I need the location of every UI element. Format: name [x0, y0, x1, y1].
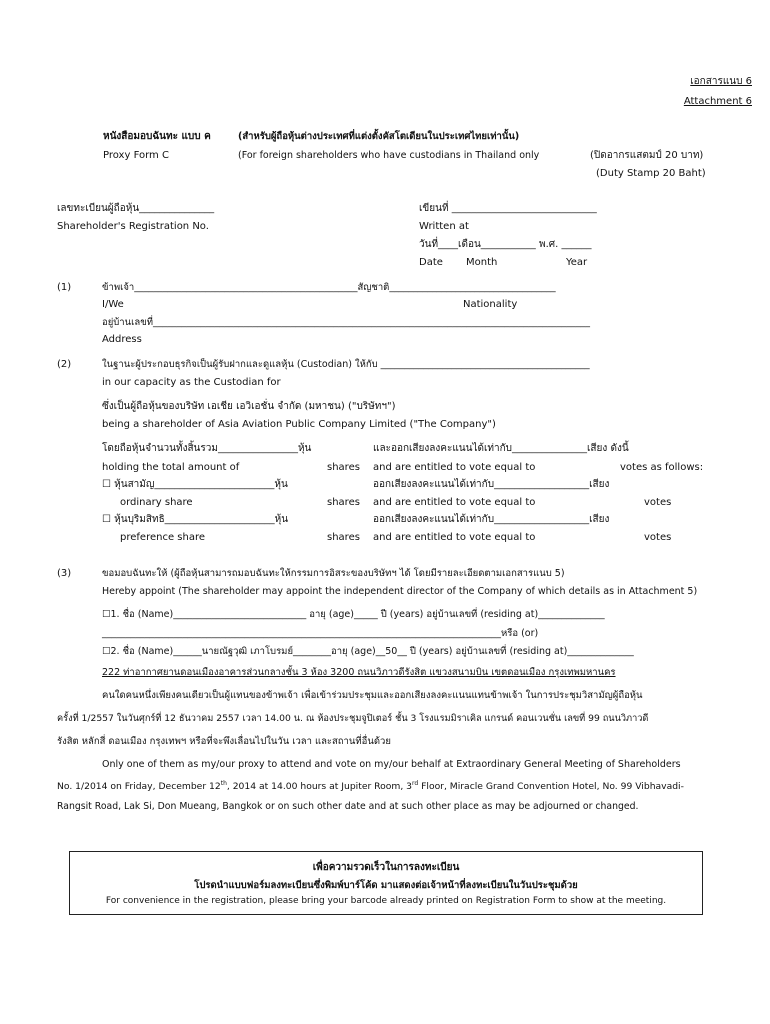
proxy-2-address: 222 ท่าอากาศยานดอนเมืองอาคารส่วนกลางชั้น 3 ห้อง 3200 ถนนวิภาวดีรังสิต แขวงสนามบิน เขตดอนเมือง กรุงเทพมหานคร	[102, 667, 616, 678]
ordinary-vote-equal-label: and are entitled to vote equal to	[373, 497, 536, 508]
form-title-th: หนังสือมอบฉันทะ แบบ ค	[103, 131, 211, 142]
total-shares-field[interactable]: โดยถือหุ้นจำนวนทั้งสิ้นรวม________________หุ้น	[102, 443, 312, 454]
meeting-en-line-1: Only one of them as my/our proxy to attend and vote on my/our behalf at Extraordinary General Meeting of Shareholders	[102, 759, 681, 770]
duty-stamp-th: (ปิดอากรแสตมป์ 20 บาท)	[590, 150, 704, 161]
proxy-1-field[interactable]: ☐1. ชื่อ (Name)____________________________ อายุ (age)_____ ปี (years) อยู่บ้านเลขที่ (residing at)______________	[102, 609, 605, 620]
preference-vote-equal-label: and are entitled to vote equal to	[373, 532, 536, 543]
nationality-label: Nationality	[463, 299, 518, 310]
proxy-2-field[interactable]: ☐2. ชื่อ (Name)______นายณัฐวุฒิ เภาโบรมย์________อายุ (age)__50__ ปี (years) อยู่บ้านเลขที่ (residing at)______________	[102, 646, 634, 657]
meeting-en-line-2	[57, 780, 684, 792]
attachment-label-en: Attachment 6	[683, 96, 752, 107]
form-desc-th: (สำหรับผู้ถือหุ้นต่างประเทศที่แต่งตั้งคัสโตเดียนในประเทศไทยเท่านั้น)	[238, 131, 520, 142]
appoint-en: Hereby appoint (The shareholder may appoint the independent director of the Company of which details as in Attachment 5)	[102, 586, 698, 597]
appoint-th: ขอมอบฉันทะให้ (ผู้ถือหุ้นสามารถมอบฉันทะให้กรรมการอิสระของบริษัทฯ ได้ โดยมีรายละเอียดตามเอกสารแนบ 5)	[102, 568, 565, 579]
preference-shares-unit: shares	[327, 532, 360, 543]
attachment-label-th: เอกสารแนบ 6	[690, 76, 752, 87]
custodian-field[interactable]: ในฐานะผู้ประกอบธุรกิจเป็นผู้รับฝากและดูแลหุ้น (Custodian) ให้กับ ____________________________________________	[102, 359, 590, 370]
total-votes-field[interactable]: และออกเสียงลงคะแนนได้เท่ากับ_______________เสียง ดังนี้	[373, 443, 629, 454]
meeting-th-line-2: ครั้งที่ 1/2557 ในวันศุกร์ที่ 12 ธันวาคม 2557 เวลา 14.00 น. ณ ห้องประชุมจูปิเตอร์ ชั้น 3 โรงแรมมิราเคิล แกรนด์ คอนเวนชั่น เลขที่ 99 ถนนวิภาวดี	[57, 713, 649, 724]
proxy-1-address-field[interactable]: ____________________________________________________________________________________หรือ (or)	[102, 628, 539, 639]
meeting-en-line-3: Rangsit Road, Lak Si, Don Mueang, Bangkok or on such other date and at such other place as may be adjourned or changed.	[57, 801, 639, 812]
ordinary-votes-unit: votes	[644, 497, 672, 508]
registration-notice-box	[69, 851, 703, 915]
total-amount-label: holding the total amount of	[102, 462, 240, 473]
meeting-en-2c: Floor, Miracle Grand Convention Hotel, No. 99 Vibhavadi-	[418, 781, 684, 793]
registration-no-field[interactable]: เลขทะเบียนผู้ถือหุ้น_______________	[57, 203, 215, 214]
year-label: Year	[566, 257, 588, 268]
written-at-label: Written at	[419, 221, 469, 232]
preference-share-label: preference share	[120, 532, 205, 543]
preference-votes-field[interactable]: ออกเสียงลงคะแนนได้เท่ากับ___________________เสียง	[373, 514, 610, 525]
preference-votes-unit: votes	[644, 532, 672, 543]
notice-line-3: For convenience in the registration, please bring your barcode already printed on Registration Form to show at the meeting.	[105, 896, 667, 906]
company-holder-th: ซึ่งเป็นผู้ถือหุ้นของบริษัท เอเชีย เอวิเอชั่น จำกัด (มหาชน) ("บริษัทฯ")	[102, 401, 396, 412]
section-2-number: (2)	[57, 359, 72, 370]
preference-share-checkbox-field[interactable]: ☐ หุ้นบุริมสิทธิ______________________หุ้น	[102, 514, 289, 525]
section-1-number: (1)	[57, 282, 72, 293]
iwe-nationality-field[interactable]: ข้าพเจ้า_______________________________________________สัญชาติ___________________________________	[102, 282, 556, 293]
ordinary-votes-field[interactable]: ออกเสียงลงคะแนนได้เท่ากับ___________________เสียง	[373, 479, 610, 490]
month-label: Month	[466, 257, 498, 268]
meeting-en-2a: No. 1/2014 on Friday, December 12	[57, 781, 221, 793]
ordinary-share-checkbox-field[interactable]: ☐ หุ้นสามัญ________________________หุ้น	[102, 479, 288, 490]
duty-stamp-en: (Duty Stamp 20 Baht)	[596, 168, 706, 179]
section-3-number: (3)	[57, 568, 72, 579]
meeting-en-sup-rd: rd	[412, 780, 419, 787]
company-holder-en: being a shareholder of Asia Aviation Public Company Limited ("The Company")	[102, 419, 496, 430]
date-field[interactable]: วันที่____เดือน___________ พ.ศ. ______	[419, 239, 592, 250]
address-label: Address	[102, 334, 142, 345]
address-field[interactable]: อยู่บ้านเลขที่____________________________________________________________________________________________	[102, 317, 590, 328]
registration-no-label: Shareholder's Registration No.	[57, 221, 209, 232]
meeting-th-line-3: รังสิต หลักสี่ ดอนเมือง กรุงเทพฯ หรือที่จะพึงเลื่อนไปในวัน เวลา และสถานที่อื่นด้วย	[57, 736, 391, 747]
meeting-th-line-1: คนใดคนหนึ่งเพียงคนเดียวเป็นผู้แทนของข้าพเจ้า เพื่อเข้าร่วมประชุมและออกเสียงลงคะแนนแทนข้าพเจ้า ในการประชุมวิสามัญผู้ถือหุ้น	[102, 690, 643, 701]
written-at-field[interactable]: เขียนที่ _____________________________	[419, 203, 597, 214]
ordinary-share-label: ordinary share	[120, 497, 193, 508]
custodian-label: in our capacity as the Custodian for	[102, 377, 281, 388]
vote-equal-label: and are entitled to vote equal to	[373, 462, 536, 473]
form-title-en: Proxy Form C	[103, 150, 169, 161]
notice-line-2: โปรดนำแบบฟอร์มลงทะเบียนซึ่งพิมพ์บาร์โค้ด มาแสดงต่อเจ้าหน้าที่ลงทะเบียนในวันประชุมด้วย	[194, 880, 578, 891]
meeting-en-2b: , 2014 at 14.00 hours at Jupiter Room, 3	[226, 781, 413, 793]
iwe-label: I/We	[102, 299, 124, 310]
form-desc-en: (For foreign shareholders who have custodians in Thailand only	[238, 150, 540, 161]
ordinary-shares-unit: shares	[327, 497, 360, 508]
shares-label: shares	[327, 462, 360, 473]
notice-line-1: เพื่อความรวดเร็วในการลงทะเบียน	[312, 862, 460, 873]
votes-follows-label: votes as follows:	[620, 462, 704, 473]
date-label: Date	[419, 257, 443, 268]
meeting-en-sup-th: th	[220, 780, 227, 787]
